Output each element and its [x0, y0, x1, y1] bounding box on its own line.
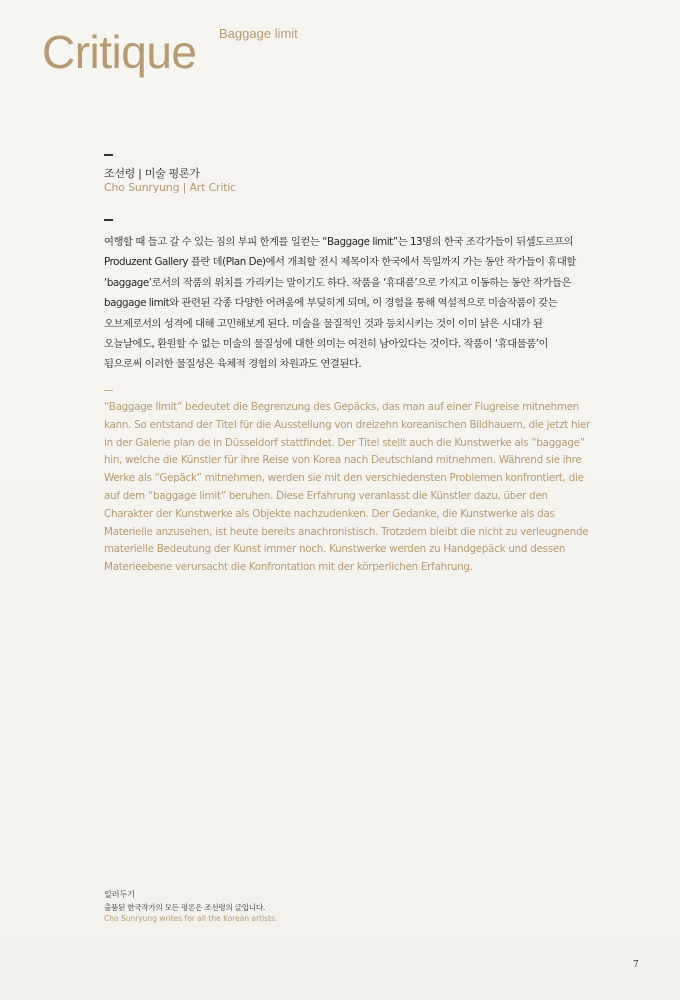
paragraph-line: 여행할 때 들고 갈 수 있는 짐의 부피 한계를 일컫는 “Baggage limit”는 13명의 한국 조각가들이 뒤셀도르프의	[104, 236, 574, 248]
footnote-text-en: Cho Sunryung writes for all the Korean artists.	[104, 914, 278, 923]
paragraph-line: “Baggage limit” bedeutet die Begrenzung des Gepäcks, das man auf einer Flugreise mitnehmen	[104, 401, 580, 413]
paragraph-line: 오늘날에도, 환원할 수 없는 미술의 물질성에 대한 의미는 여전히 남아있다는 것이다. 작품이 ‘휴대물품’이	[104, 338, 549, 351]
paragraph-line: hin, welche die Künstler für ihre Reise von Korea nach Deutschland mitnehmen. Während sie ihre	[104, 454, 582, 467]
section-dash	[104, 154, 113, 156]
paragraph-line: auf dem “baggage limit” beruhen. Diese Erfahrung veranlasst die Künstler dazu, über den	[104, 489, 548, 502]
german-body-text	[104, 399, 591, 577]
section-dash	[104, 390, 113, 391]
paragraph-line: 됨으로써 이러한 물질성은 육체적 경험의 차원과도 연결된다.	[104, 358, 362, 371]
footnote-text-ko: 출품된 한국작가의 모든 평론은 조선령의 글입니다.	[104, 903, 266, 912]
paragraph-line: materielle Bedeutung der Kunst immer noch. Kunstwerke werden zu Handgepäck und dessen	[104, 543, 566, 556]
author-name-ko: 조선령 | 미술 평론가	[104, 167, 200, 180]
section-dash	[104, 219, 113, 221]
paragraph-line: 오브제로서의 성격에 대해 고민해보게 된다. 미술을 물질적인 것과 등치시키는 것이 이미 낡은 시대가 된	[104, 317, 543, 330]
korean-body-text	[104, 232, 574, 375]
paragraph-line: kann. So entstand der Titel für die Ausstellung von dreizehn koreanischen Bildhauern, die jetzt hier	[104, 418, 591, 431]
page-number: 7	[633, 960, 639, 970]
page-title: Critique	[42, 26, 197, 78]
paragraph-line: Werke als “Gepäck” mitnehmen, werden sie mit den verschiedensten Problemen konfrontiert, die	[104, 472, 584, 485]
paragraph-line: Charakter der Kunstwerke als Objekte nachzudenken. Der Gedanke, die Kunstwerke als das	[104, 507, 555, 520]
footnote-title: 일러두기	[104, 890, 135, 899]
page-subtitle: Baggage limit	[219, 26, 298, 41]
paragraph-line: ‘baggage’로서의 작품의 위치를 가리키는 말이기도 하다. 작품을 ‘휴대품’으로 가지고 이동하는 동안 작가들은	[104, 276, 571, 289]
paragraph-line: Materielle anzusehen, ist heute bereits anachronistisch. Trotzdem bleibt die nicht zu verleugnende	[104, 525, 589, 538]
author-name-en: Cho Sunryung | Art Critic	[104, 181, 236, 194]
paragraph-line: in der Galerie plan de in Düsseldorf stattfindet. Der Titel stellt auch die Kunstwerke als “baggage”	[104, 436, 585, 449]
paragraph-line: baggage limit와 관련된 각종 다양한 어려움에 부딪히게 되며, 이 경험을 통해 역설적으로 미술작품이 갖는	[104, 297, 558, 310]
paragraph-line: Produzent Gallery 플란 데(Plan De)에서 개최할 전시 제목이자 한국에서 독일까지 가는 동안 작가들이 휴대할	[104, 256, 576, 269]
paragraph-line: Materieebene verursacht die Konfrontation mit der körperlichen Erfahrung.	[104, 561, 473, 574]
